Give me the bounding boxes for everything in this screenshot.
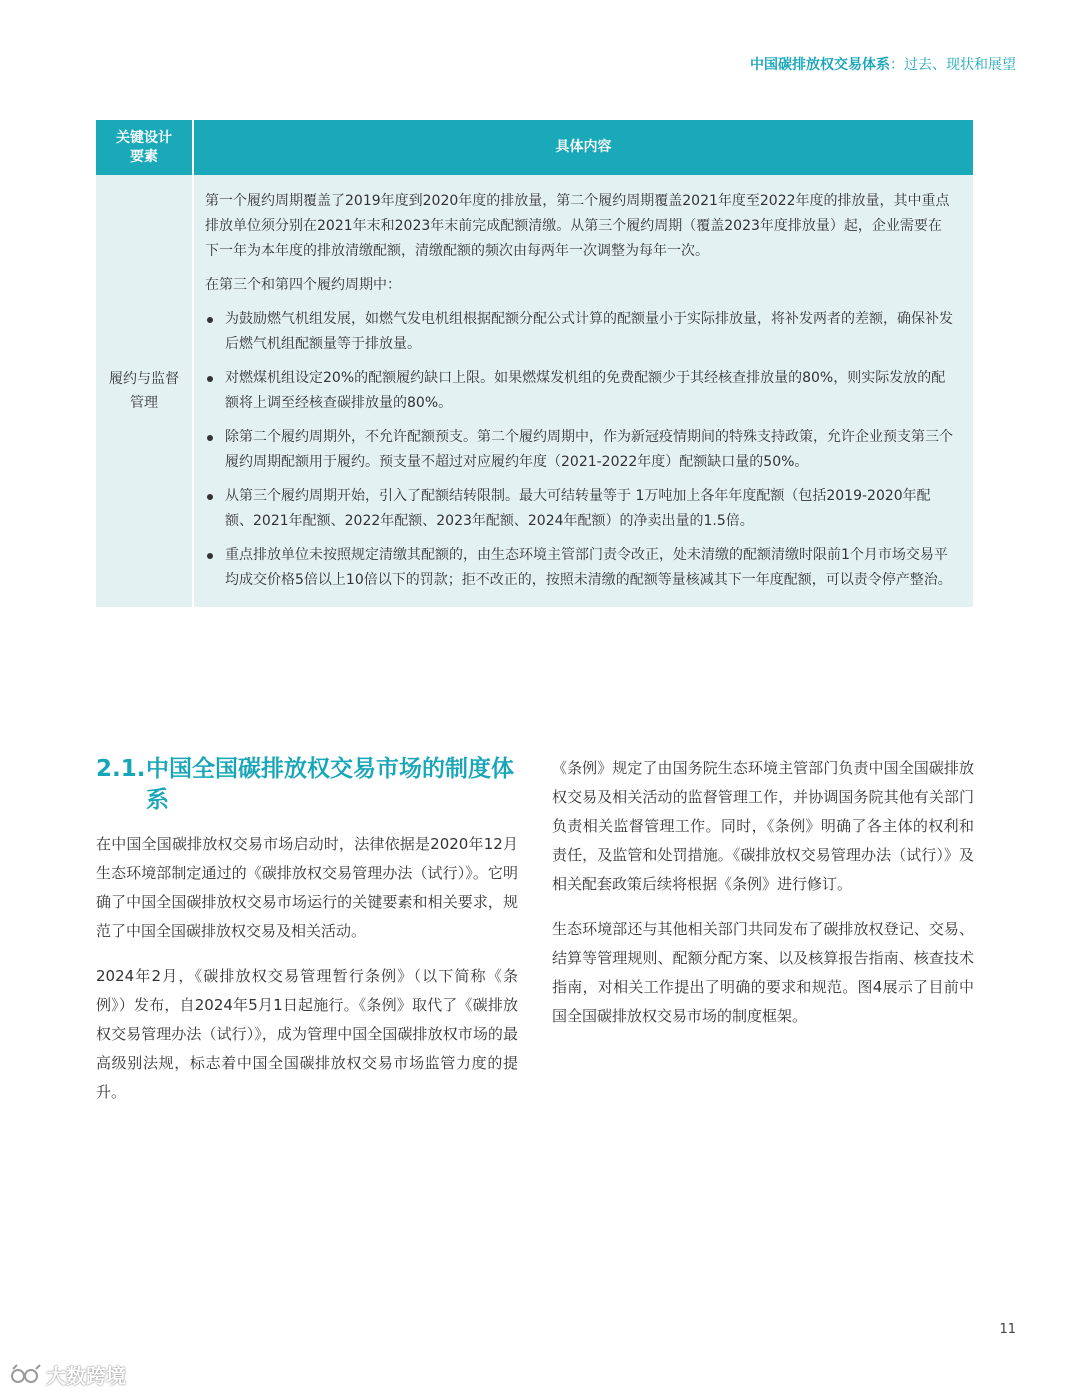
section-heading (96, 754, 526, 816)
table-header-element (96, 120, 194, 175)
body-paragraph: 在中国全国碳排放权交易市场启动时，法律依据是2020年12月生态环境部制定通过的《碳排放权交易管理办法（试行）》。它明确了中国全国碳排放权交易市场运行的关键要素和相关要求，规范了中国全国碳排放权交易及相关活动。 (96, 835, 518, 940)
bullet-icon (207, 317, 213, 323)
list-item (205, 366, 955, 416)
list-item (205, 484, 955, 534)
running-header (750, 54, 1016, 74)
list-item (205, 307, 955, 357)
body-paragraph: 生态环境部还与其他相关部门共同发布了碳排放权登记、交易、结算等管理规则、配额分配方案、以及核算报告指南、核查技术指南，对相关工作提出了明确的要求和规范。图4展示了目前中国全国碳排放权交易市场的制度框架。 (552, 920, 974, 1025)
header-title-bold: 中国碳排放权交易体系 (750, 57, 890, 73)
watermark-text: 大数跨境 (46, 1364, 126, 1388)
bullet-icon (207, 435, 213, 441)
section-number: 2.1. (96, 756, 146, 782)
logo-icon (10, 1363, 42, 1387)
body-paragraph: 2024年2月，《碳排放权交易管理暂行条例》（以下简称《条例》）发布，自2024年5月1日起施行。《条例》取代了《碳排放权交易管理办法（试行）》，成为管理中国全国碳排放权市场的最高级别法规，标志着中国全国碳排放权交易市场监管力度的提升。 (96, 967, 518, 1101)
list-item-text: 为鼓励燃气机组发展，如燃气发电机组根据配额分配公式计算的配额量小于实际排放量，将补发两者的差额，确保补发后燃气机组配额量等于排放量。 (225, 311, 953, 352)
table-row-label-cell (96, 175, 194, 607)
table-header-content (194, 120, 973, 175)
body-paragraph: 《条例》规定了由国务院生态环境主管部门负责中国全国碳排放权交易及相关活动的监督管理工作，并协调国务院其他有关部门负责相关监督管理工作。同时，《条例》明确了各主体的权利和责任，及监管和处罚措施。《碳排放权交易管理办法（试行）》及相关配套政策后续将根据《条例》进行修订。 (552, 759, 974, 893)
table-intro-paragraph: 第一个履约周期覆盖了2019年度到2020年度的排放量，第二个履约周期覆盖2021年度至2022年度的排放量，其中重点排放单位须分别在2021年末和2023年末前完成配额清缴。从第三个履约周期（覆盖2023年度排放量）起，企业需要在下一年为本年度的排放清缴配额，清缴配额的频次由每两年一次调整为每年一次。 (205, 193, 950, 259)
left-column (96, 830, 518, 1123)
list-item-text: 从第三个履约周期开始，引入了配额结转限制。最大可结转量等于 1万吨加上各年年度配额（包括2019-2020年配额、2021年配额、2022年配额、2023年配额、2024年配额）的净卖出量的1.5倍。 (225, 488, 931, 529)
list-item (205, 425, 955, 475)
table-row-label: 履约与监督 管理 (109, 371, 179, 411)
table-header-content-label: 具体内容 (555, 139, 612, 155)
bullet-icon (207, 376, 213, 382)
list-item-text: 除第二个履约周期外，不允许配额预支。第二个履约周期中，作为新冠疫情期间的特殊支持政策，允许企业预支第三个履约周期配额用于履约。预支量不超过对应履约年度（2021-2022年度）配额缺口量的50%。 (225, 429, 953, 470)
page-number: 11 (999, 1322, 1016, 1337)
list-item-text: 重点排放单位未按照规定清缴其配额的，由生态环境主管部门责令改正，处未清缴的配额清缴时限前1个月市场交易平均成交价格5倍以上10倍以下的罚款；拒不改正的，按照未清缴的配额等量核减其下一年度配额，可以责令停产整治。 (225, 547, 952, 588)
list-item-text: 对燃煤机组设定20%的配额履约缺口上限。如果燃煤发机组的免费配额少于其经核查排放量的80%，则实际发放的配额将上调至经核查碳排放量的80%。 (225, 370, 946, 411)
bullet-icon (207, 494, 213, 500)
watermark (10, 1360, 126, 1389)
table-bullet-list (205, 307, 955, 593)
section-title: 中国全国碳排放权交易市场的制度体系 (146, 756, 514, 813)
table-lead-line: 在第三个和第四个履约周期中： (205, 277, 401, 293)
table-content-cell (194, 175, 973, 607)
bullet-icon (207, 553, 213, 559)
header-title-rest: ：过去、现状和展望 (890, 57, 1016, 73)
list-item (205, 543, 955, 593)
right-column (552, 754, 974, 1047)
table-header-element-label: 关键设计 要素 (116, 129, 172, 165)
design-elements-table (96, 120, 973, 607)
